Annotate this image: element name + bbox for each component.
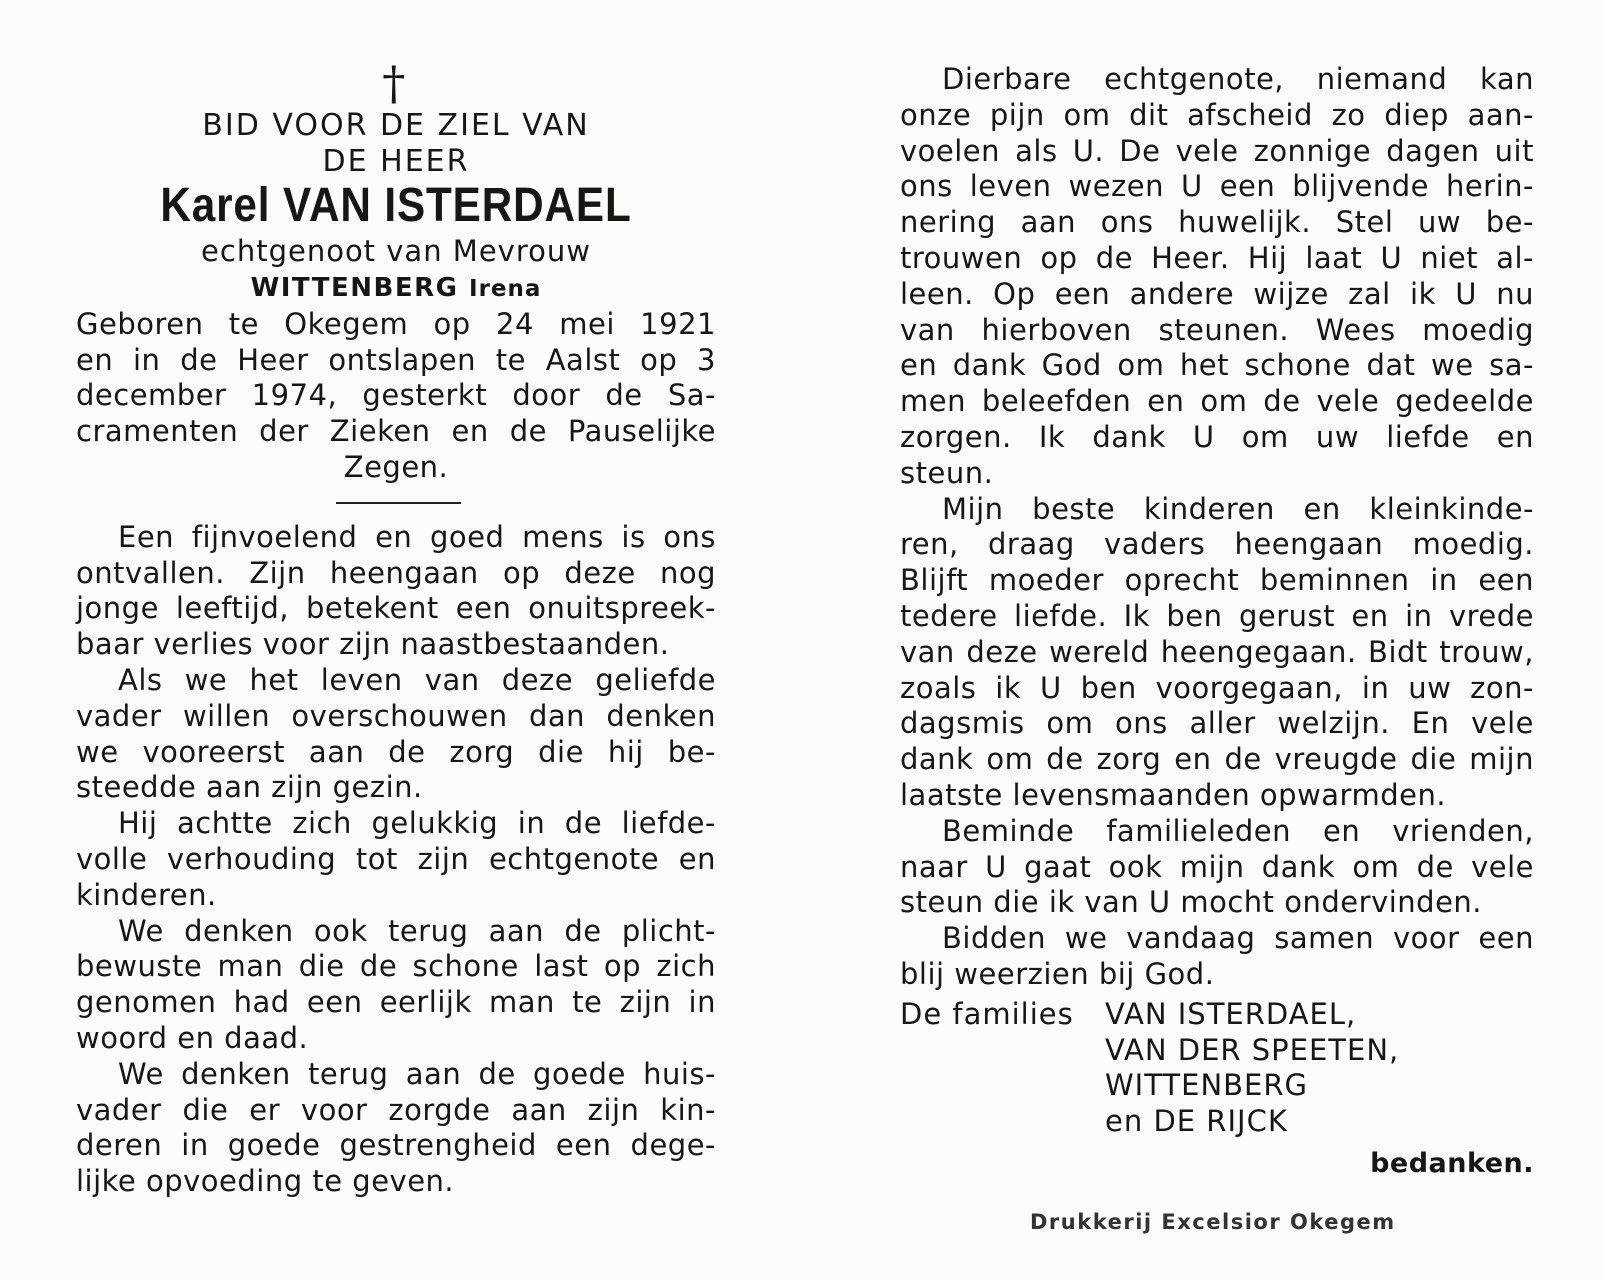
text-line: men beleefden en om de vele gedeelde xyxy=(900,384,1534,419)
text-line: Een fijnvoelend en goed mens is ons xyxy=(118,519,716,554)
text-line: voelen als U. De vele zonnige dagen uit xyxy=(900,133,1534,168)
signature-block xyxy=(900,997,1534,1182)
right-paragraph-4 xyxy=(900,921,1534,993)
right-paragraph-1 xyxy=(900,62,1534,492)
text-line: kinderen. xyxy=(76,877,217,912)
left-paragraph-2 xyxy=(76,663,716,806)
text-line: Blijft moeder oprecht beminnen in een xyxy=(900,563,1534,598)
text-line: genomen had een eerlijk man te zijn in xyxy=(76,985,716,1020)
text-line: ontvallen. Zijn heengaan op deze nog xyxy=(76,555,716,590)
text-line: Mijn beste kinderen en kleinkinde- xyxy=(942,491,1534,526)
text-line: nering aan ons huwelijk. Stel uw be- xyxy=(900,205,1534,240)
text-line: We denken terug aan de goede huis- xyxy=(118,1056,716,1091)
text-line: leen. Op een andere wijze zal ik U nu xyxy=(900,276,1534,311)
right-paragraph-2 xyxy=(900,492,1534,814)
text-line: blij weerzien bij God. xyxy=(900,956,1215,991)
text-line: deren in goede gestrengheid een dege- xyxy=(76,1128,716,1163)
biography xyxy=(76,307,716,486)
spouse-surname: WITTENBERG xyxy=(250,272,459,303)
text-line: zoals ik U ben voorgegaan, in uw zon- xyxy=(900,670,1534,705)
right-column xyxy=(900,62,1534,1182)
text-line: laatste levensmaanden opwarmden. xyxy=(900,777,1447,812)
bio-line: Geboren te Okegem op 24 mei 1921 xyxy=(76,306,716,341)
text-line: Dierbare echtgenote, niemand kan xyxy=(942,62,1534,96)
text-line: van deze wereld heengegaan. Bidt trouw, xyxy=(900,634,1534,669)
text-line: Als we het leven van deze geliefde xyxy=(118,662,716,697)
thanks-text: bedanken. xyxy=(1370,1147,1534,1179)
text-line: steun die ik van U mocht ondervinden. xyxy=(900,885,1483,920)
right-paragraph-3 xyxy=(900,814,1534,921)
left-paragraph-1 xyxy=(76,520,716,663)
text-line: naar U gaat ook mijn dank om de vele xyxy=(900,849,1534,884)
text-line: trouwen op de Heer. Hij laat U niet al- xyxy=(900,240,1534,275)
text-line: steedde aan zijn gezin. xyxy=(76,770,423,805)
bio-line: december 1974, gesterkt door de Sa- xyxy=(76,378,716,413)
text-line: Beminde familieleden en vrienden, xyxy=(942,813,1534,848)
text-line: bewuste man die de schone last op zich xyxy=(76,949,716,984)
text-line: woord en daad. xyxy=(76,1020,309,1055)
family-name: VAN DER SPEETEN, xyxy=(1105,1032,1400,1067)
text-line: volle verhouding tot zijn echtgenote en xyxy=(76,841,716,876)
text-line: We denken ook terug aan de plicht- xyxy=(118,913,716,948)
signature-label: De families xyxy=(900,996,1074,1031)
text-line: dagsmis om ons aller welzijn. En vele xyxy=(900,706,1534,741)
text-line: Bidden we vandaag samen voor een xyxy=(942,921,1534,956)
text-line: lijke opvoeding te geven. xyxy=(76,1164,455,1199)
text-line: dank om de zorg en de vreugde die mijn xyxy=(900,742,1534,777)
header-line-2: DE HEER xyxy=(322,144,470,179)
text-line: baar verlies voor zijn naastbestaanden. xyxy=(76,627,670,662)
bio-line: cramenten der Zieken en de Pauselijke xyxy=(76,414,716,449)
text-line: en dank God om het schone dat we sa- xyxy=(900,348,1534,383)
printer-credit: Drukkerij Excelsior Okegem xyxy=(1030,1210,1396,1234)
deceased-name: Karel VAN ISTERDAEL xyxy=(160,179,632,232)
spouse-given-name: Irena xyxy=(469,275,542,302)
text-line: onze pijn om dit afscheid zo diep aan- xyxy=(900,97,1534,132)
spouse-intro: echtgenoot van Mevrouw xyxy=(201,234,591,268)
text-line: tedere liefde. Ik ben gerust en in vrede xyxy=(900,598,1534,633)
text-line: ren, draag vaders heengaan moedig. xyxy=(900,527,1534,562)
left-paragraph-5 xyxy=(76,1057,716,1200)
text-line: vader willen overschouwen dan denken xyxy=(76,698,716,733)
text-line: van hierboven steunen. Wees moedig xyxy=(900,312,1534,347)
text-line: ons leven wezen U een blijvende herin- xyxy=(900,169,1534,204)
bio-line: Zegen. xyxy=(343,449,449,484)
family-name: WITTENBERG xyxy=(1105,1068,1309,1103)
family-name: VAN ISTERDAEL, xyxy=(1105,996,1357,1031)
text-line: jonge leeftijd, betekent een onuitspreek- xyxy=(76,591,716,626)
text-line: zorgen. Ik dank U om uw liefde en xyxy=(900,419,1534,454)
divider xyxy=(336,502,461,504)
text-line: we vooreerst aan de zorg die hij be- xyxy=(76,734,716,769)
text-line: steun. xyxy=(900,455,994,490)
family-name: en DE RIJCK xyxy=(1105,1104,1288,1139)
text-line: vader die er voor zorgde aan zijn kin- xyxy=(76,1092,716,1127)
text-line: Hij achtte zich gelukkig in de liefde- xyxy=(118,806,716,841)
header-line-1: BID VOOR DE ZIEL VAN xyxy=(202,108,590,143)
left-paragraph-3 xyxy=(76,806,716,913)
left-column xyxy=(76,58,716,1200)
bio-line: en in de Heer ontslapen te Aalst op 3 xyxy=(76,342,716,377)
cross-icon: † xyxy=(382,56,406,110)
left-paragraph-4 xyxy=(76,914,716,1057)
spouse-name xyxy=(76,270,716,307)
